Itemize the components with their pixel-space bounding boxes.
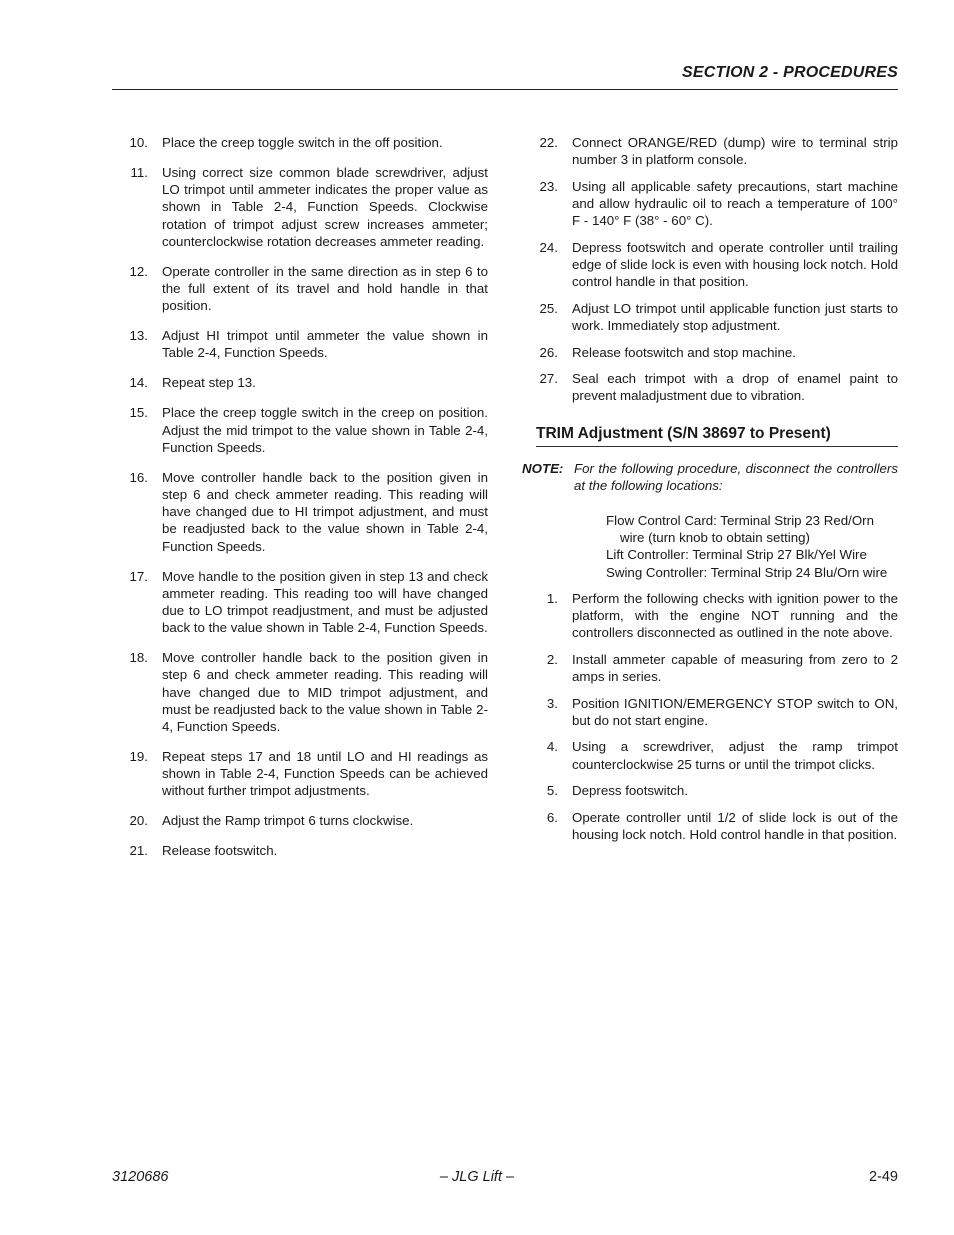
location-item: Flow Control Card: Terminal Strip 23 Red/Orn wire (turn knob to obtain setting): [606, 513, 875, 546]
step-text: Using correct size common blade screwdriver, adjust LO trimpot until ammeter indicates the proper value as shown in Table 2-4, Function Speeds. Clockwise rotation of trimpot adjust screw increases ammeter; counterclockwise rotation decreases ammeter reading.: [162, 165, 488, 249]
header-divider: [112, 89, 898, 90]
step-text: Install ammeter capable of measuring from zero to 2 amps in series.: [572, 651, 898, 685]
step-item: [112, 404, 488, 456]
step-number: 4.: [546, 739, 558, 755]
step-number: 16.: [129, 469, 148, 485]
step-item: [112, 327, 488, 361]
step-item: [522, 651, 898, 685]
step-number: 13.: [129, 328, 148, 344]
step-number: 5.: [546, 783, 558, 799]
step-text: Operate controller until 1/2 of slide lock is out of the housing lock notch. Hold control handle in that position.: [572, 809, 898, 842]
step-text: Move controller handle back to the position given in step 6 and check ammeter reading. This reading will have changed due to MID trimpot adjustment, and must be readjusted back to the value shown in Table 2-4, Function Speeds.: [162, 650, 488, 735]
step-number: 25.: [539, 300, 558, 316]
page-number: 2-49: [868, 1169, 898, 1185]
step-number: 26.: [539, 344, 558, 360]
right-column: [522, 134, 898, 853]
step-item: [522, 344, 898, 361]
step-text: Place the creep toggle switch in the creep on position. Adjust the mid trimpot to the value shown in Table 2-4, Function Speeds.: [162, 405, 488, 455]
footer-brand: – JLG Lift –: [439, 1169, 515, 1185]
step-number: 21.: [129, 843, 148, 859]
step-item: [522, 738, 898, 772]
document-number: 3120686: [112, 1169, 169, 1185]
step-item: [522, 134, 898, 168]
step-text: Move handle to the position given in step 13 and check ammeter reading. This reading too will have changed due to LO trimpot readjustment, and must be adjusted back to the value shown in Table 2-4, Function Speeds.: [162, 568, 488, 636]
step-number: 3.: [546, 695, 558, 711]
step-text: Using all applicable safety precautions, start machine and allow hydraulic oil to reach a temperature of 100° F - 140° F (38° - 60° C).: [572, 178, 898, 229]
step-number: 11.: [130, 165, 148, 180]
step-item: [522, 239, 898, 291]
step-item: [112, 374, 488, 391]
step-item: [112, 649, 488, 735]
left-step-list: [112, 134, 488, 860]
trim-adjustment-heading: TRIM Adjustment (S/N 38697 to Present): [536, 424, 898, 447]
right-step-list: [522, 134, 898, 405]
step-number: 6.: [546, 809, 558, 825]
step-number: 1.: [546, 590, 558, 606]
step-text: Operate controller in the same direction as in step 6 to the full extent of its travel and hold handle in that position.: [162, 263, 488, 314]
step-item: [112, 568, 488, 637]
step-item: [522, 300, 898, 334]
step-item: [522, 590, 898, 642]
note-block: [522, 460, 898, 494]
controller-locations: [606, 512, 898, 581]
step-text: Adjust HI trimpot until ammeter the value shown in Table 2-4, Function Speeds.: [162, 328, 488, 361]
step-text: Adjust the Ramp trimpot 6 turns clockwise.: [162, 813, 414, 829]
step-text: Adjust LO trimpot until applicable function just starts to work. Immediately stop adjustment.: [572, 300, 898, 333]
step-item: [112, 164, 488, 250]
step-number: 23.: [539, 178, 558, 194]
step-item: [522, 178, 898, 230]
step-number: 18.: [129, 650, 148, 666]
step-text: Seal each trimpot with a drop of enamel paint to prevent maladjustment due to vibration.: [572, 371, 898, 404]
step-number: 24.: [539, 239, 558, 255]
step-item: [112, 469, 488, 555]
note-text: For the following procedure, disconnect the controllers at the following locations:: [574, 460, 898, 493]
step-text: Release footswitch and stop machine.: [572, 344, 796, 360]
step-number: 10.: [129, 135, 148, 150]
step-text: Depress footswitch.: [572, 783, 689, 799]
step-item: [522, 809, 898, 843]
step-number: 15.: [129, 405, 148, 421]
step-number: 14.: [129, 375, 148, 391]
note-label: NOTE:: [522, 460, 564, 476]
location-item: Lift Controller: Terminal Strip 27 Blk/Yel Wire: [606, 547, 867, 563]
step-item: [112, 812, 488, 829]
step-number: 2.: [546, 651, 558, 667]
step-item: [112, 748, 488, 800]
left-column: [112, 134, 488, 872]
step-text: Perform the following checks with ignition power to the platform, with the engine NOT running and the controllers disconnected as outlined in the note above.: [572, 590, 898, 641]
location-item: Swing Controller: Terminal Strip 24 Blu/Orn wire: [606, 564, 888, 580]
step-item: [112, 263, 488, 315]
step-number: 19.: [129, 749, 148, 765]
section-title: SECTION 2 - PROCEDURES: [682, 64, 898, 81]
step-item: [112, 134, 488, 151]
step-text: Repeat steps 17 and 18 until LO and HI readings as shown in Table 2-4, Function Speeds can be achieved without further trimpot adjustments.: [162, 749, 488, 799]
step-text: Move controller handle back to the position given in step 6 and check ammeter reading. This reading will have changed due to HI trimpot adjustment, and must be readjusted back to the value shown in Table 2-4, Function Speeds.: [162, 469, 488, 554]
step-item: [522, 782, 898, 799]
step-number: 22.: [539, 135, 558, 150]
step-text: Place the creep toggle switch in the off position.: [162, 135, 443, 150]
step-text: Connect ORANGE/RED (dump) wire to terminal strip number 3 in platform console.: [572, 135, 898, 168]
step-text: Position IGNITION/EMERGENCY STOP switch to ON, but do not start engine.: [572, 695, 898, 728]
step-number: 17.: [129, 568, 148, 584]
step-text: Repeat step 13.: [162, 375, 256, 391]
step-number: 20.: [129, 813, 148, 829]
step-number: 27.: [539, 371, 558, 387]
step-text: Using a screwdriver, adjust the ramp trimpot counterclockwise 25 turns or until the trimpot clicks.: [572, 739, 898, 772]
step-text: Release footswitch.: [162, 843, 278, 859]
step-item: [522, 370, 898, 404]
step-item: [522, 695, 898, 729]
step-item: [112, 842, 488, 859]
trim-step-list: [522, 590, 898, 843]
step-text: Depress footswitch and operate controller until trailing edge of slide lock is even with housing lock notch. Hold control handle in that position.: [572, 239, 898, 290]
step-number: 12.: [129, 263, 148, 279]
